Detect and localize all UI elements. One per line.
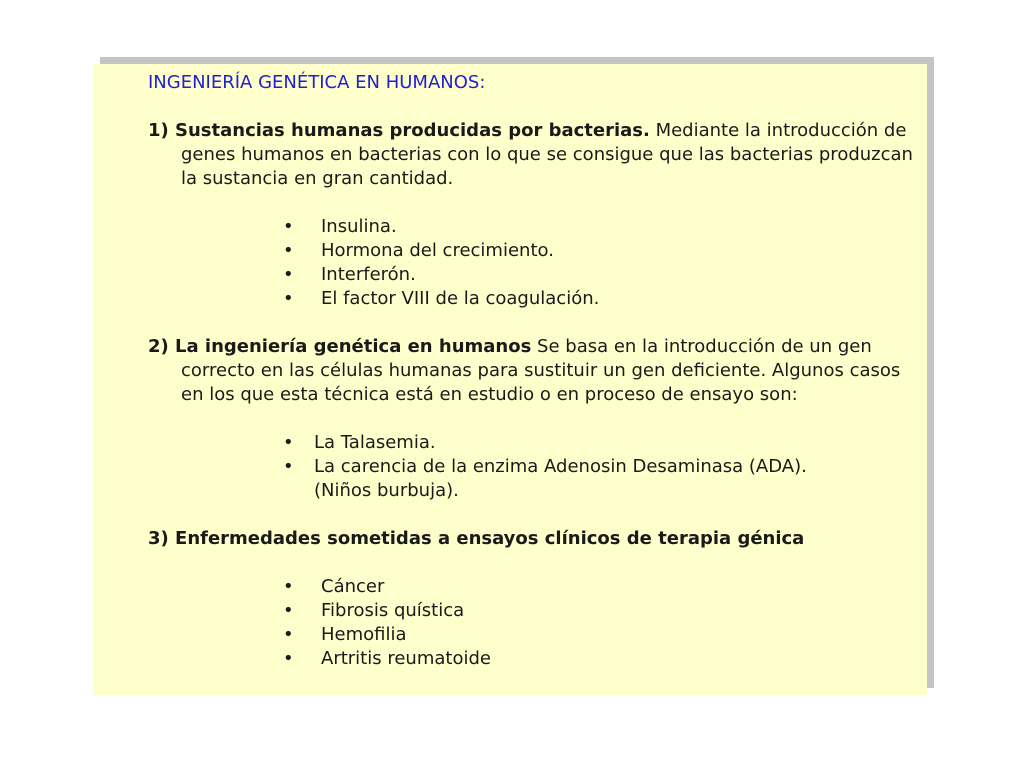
- note-panel: [93, 64, 927, 695]
- list-item: [148, 623, 918, 647]
- list-item: [148, 599, 918, 623]
- slide-content: [148, 71, 918, 695]
- list-item-text: Artritis reumatoide: [321, 648, 491, 669]
- bullet-icon: •: [283, 240, 294, 261]
- list-item-text: (Niños burbuja).: [314, 480, 459, 501]
- list-item-text: Fibrosis quística: [321, 600, 465, 621]
- section-1-list: [148, 215, 918, 311]
- list-item: [148, 431, 918, 455]
- list-item: [148, 455, 918, 479]
- list-item-text: Hormona del crecimiento.: [321, 240, 554, 261]
- slide-title: INGENIERÍA GENÉTICA EN HUMANOS:: [148, 72, 486, 93]
- list-item: [148, 575, 918, 599]
- bullet-icon: •: [283, 432, 294, 453]
- bullet-icon: •: [283, 576, 294, 597]
- list-item-text: La Talasemia.: [314, 432, 436, 453]
- list-item: [148, 647, 918, 671]
- list-item-text: Insulina.: [321, 216, 397, 237]
- section-1-paragraph: [148, 119, 918, 191]
- section-3-heading: 3) Enfermedades sometidas a ensayos clínicos de terapia génica: [148, 528, 805, 549]
- bullet-icon: •: [283, 624, 294, 645]
- list-item-text: Interferón.: [321, 264, 416, 285]
- section-2-heading: 2) La ingeniería genética en humanos: [148, 336, 532, 357]
- section-3: [148, 527, 918, 551]
- section-2-list: [148, 431, 918, 503]
- list-item-text: El factor VIII de la coagulación.: [321, 288, 600, 309]
- bullet-icon: •: [283, 456, 294, 477]
- list-item: [148, 263, 918, 287]
- list-item: [148, 239, 918, 263]
- section-3-list: [148, 575, 918, 671]
- bullet-icon: •: [283, 264, 294, 285]
- section-3-paragraph: [148, 527, 918, 551]
- section-1-heading: 1) Sustancias humanas producidas por bacterias.: [148, 120, 650, 141]
- bullet-icon: •: [283, 600, 294, 621]
- list-item-text: Hemofilia: [321, 624, 407, 645]
- bullet-icon: •: [283, 288, 294, 309]
- bullet-icon: •: [283, 216, 294, 237]
- list-item-text: Cáncer: [321, 576, 385, 597]
- section-2: [148, 335, 918, 407]
- list-item-continuation: [148, 479, 918, 503]
- section-1-body: Mediante la introducción de genes humanos en bacterias con lo que se consigue que las bacterias produzcan la sustancia en gran cantidad.: [181, 120, 913, 189]
- list-item: [148, 287, 918, 311]
- section-1: [148, 119, 918, 191]
- list-item: [148, 215, 918, 239]
- section-2-paragraph: [148, 335, 918, 407]
- list-item-text: La carencia de la enzima Adenosin Desaminasa (ADA).: [314, 456, 807, 477]
- bullet-icon: •: [283, 648, 294, 669]
- section-2-body: Se basa en la introducción de un gen correcto en las células humanas para sustituir un gen deficiente. Algunos casos en los que esta técnica está en estudio o en proceso de ensayo son:: [181, 336, 901, 405]
